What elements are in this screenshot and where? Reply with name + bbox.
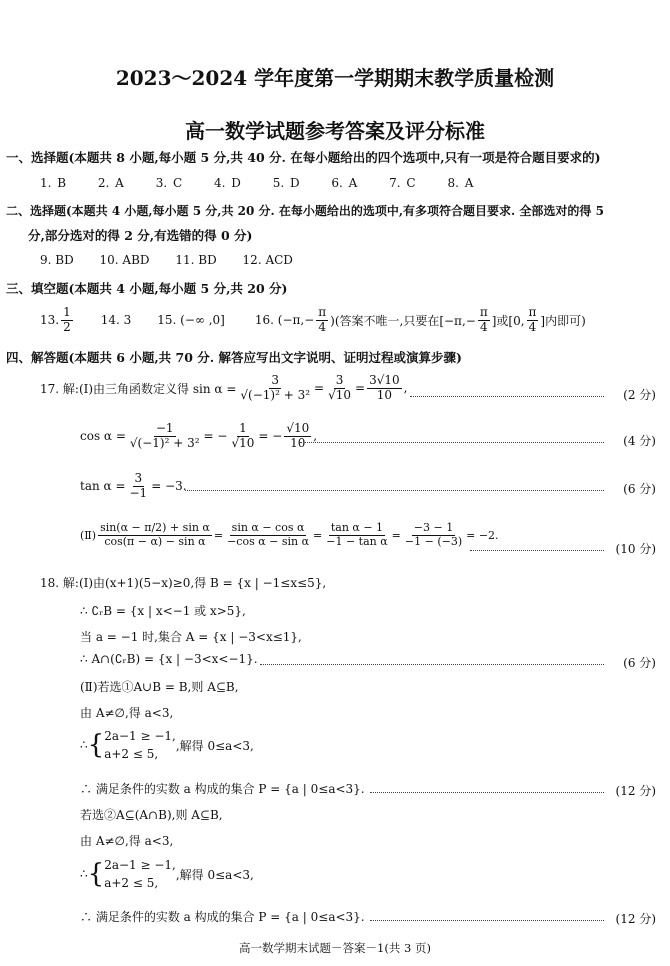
num: −3 − 1	[413, 521, 454, 534]
num: 3	[335, 373, 344, 387]
q18-line-9: 若选②A⊆(A∩B),则 A⊆B,	[80, 808, 223, 822]
ineq-1: 2a−1 ≥ −1,	[104, 858, 176, 872]
q16-frac-3	[527, 306, 539, 335]
q17-line-2	[80, 422, 317, 451]
q16-post: ]内即可)	[540, 313, 586, 328]
leader-dots	[470, 550, 604, 551]
den: 10	[376, 387, 392, 402]
section-2-heading-cont: 分,部分选对的得 2 分,有选错的得 0 分)	[28, 228, 253, 243]
answer-7: 7. C	[389, 176, 416, 190]
answer-5: 5. D	[272, 176, 300, 190]
q13-num: 1	[63, 305, 71, 319]
num: tan α − 1	[330, 521, 384, 534]
page-title: 2023～2024 学年度第一学期期末教学质量检测	[115, 66, 555, 90]
frac	[229, 422, 256, 451]
leader-dots	[410, 396, 604, 397]
system-stack	[104, 727, 176, 763]
brace-icon: {	[87, 730, 105, 760]
answer-2: 2. A	[97, 176, 124, 190]
den: 10	[290, 435, 306, 450]
eq: =	[314, 381, 325, 396]
q18-line-3: 当 a = −1 时,集合 A = {x | −3<x≤1},	[80, 630, 302, 644]
q17-line-4	[80, 522, 499, 548]
end: = −3.	[151, 479, 187, 494]
answer-3: 3. C	[155, 176, 183, 190]
q16-pre: 16. (−π,−	[254, 313, 315, 328]
q17-score-1: (2 分)	[623, 388, 656, 402]
q17-l1-frac-2	[326, 374, 353, 403]
q17-l1-frac-3	[367, 374, 402, 403]
eq: =	[213, 528, 224, 542]
pi-num: π	[528, 305, 537, 319]
q14-answer: 14. 3	[100, 313, 132, 328]
q18-line-8: ∴ 满足条件的实数 a 构成的集合 P = {a | 0≤a<3}.	[80, 782, 365, 796]
q16-frac-1	[316, 306, 328, 335]
s3-answers	[40, 306, 586, 335]
num: −1	[155, 421, 174, 435]
frac	[284, 422, 311, 451]
frac	[324, 522, 389, 548]
frac	[128, 472, 150, 501]
answer-9: 9. BD	[40, 253, 74, 267]
num: 3√10	[369, 373, 400, 387]
q17-score-3: (6 分)	[623, 482, 656, 496]
eq: =	[313, 528, 323, 542]
q18-line-1: 18. 解:(Ⅰ)由(x+1)(5−x)≥0,得 B = {x | −1≤x≤5},	[40, 576, 327, 590]
q17-line-3	[80, 472, 187, 501]
pi-num: π	[318, 305, 327, 319]
q18-line-6: 由 A≠∅,得 a<3,	[80, 706, 174, 720]
den: cos(π − α) − sin α	[104, 534, 206, 548]
leader-dots	[370, 920, 604, 921]
brace-icon: {	[87, 859, 105, 889]
den: −1 − (−3)	[404, 534, 463, 548]
ineq-2: a+2 ≤ 5,	[104, 876, 159, 890]
frac	[403, 522, 464, 548]
solution: ,解得 0≤a<3,	[175, 738, 254, 753]
section-3-heading: 三、填空题(本题共 4 小题,每小题 5 分,共 20 分)	[6, 281, 288, 296]
section-4-heading: 四、解答题(本题共 6 小题,共 70 分. 解答应写出文字说明、证明过程或演算步骤)	[6, 350, 462, 365]
therefore: ∴	[80, 738, 88, 752]
q18-line-2: ∴ ∁ᵣB = {x | x<−1 或 x>5},	[80, 604, 246, 618]
four-den: 4	[528, 319, 537, 334]
end: ,	[313, 429, 318, 444]
q15-answer: 15. (−∞ ,0]	[157, 313, 225, 328]
pre: cos α =	[80, 429, 126, 444]
q18-system-2	[80, 856, 254, 892]
q18-system-1	[80, 727, 254, 763]
q16-mid: )(答案不唯一,只要在[−π,−	[330, 313, 476, 328]
leader-dots	[260, 664, 604, 665]
num: √10	[286, 421, 310, 435]
q13-label: 13.	[40, 313, 60, 328]
leader-dots	[185, 490, 604, 491]
num: 1	[239, 421, 247, 435]
q17-l1-frac-1	[238, 374, 312, 403]
section-2-heading: 二、选择题(本题共 4 小题,每小题 5 分,共 20 分. 在每小题给出的选项中,有多项符合题目要求. 全部选对的得 5	[6, 204, 604, 218]
solution: ,解得 0≤a<3,	[175, 867, 254, 882]
q18-line-12: ∴ 满足条件的实数 a 构成的集合 P = {a | 0≤a<3}.	[80, 910, 365, 924]
q18-score-1: (6 分)	[623, 656, 656, 670]
answer-6: 6. A	[331, 176, 358, 190]
q13-fraction	[61, 306, 73, 335]
leader-dots	[370, 792, 604, 793]
num: sin(α − π/2) + sin α	[100, 521, 210, 534]
den: √(−1)² + 3²	[240, 387, 311, 402]
q17-l1-pre: 17. 解:(Ⅰ)由三角函数定义得 sin α =	[40, 381, 237, 396]
answer-8: 8. A	[447, 176, 474, 190]
eq: = −	[203, 429, 228, 444]
q17-score-4: (10 分)	[615, 542, 656, 556]
pre: tan α =	[80, 479, 126, 494]
answer-12: 12. ACD	[242, 253, 293, 267]
den: −1 − tan α	[326, 534, 388, 548]
frac	[98, 522, 212, 548]
frac	[128, 422, 202, 451]
den: √10	[328, 387, 351, 402]
answer-10: 10. ABD	[99, 253, 150, 267]
den: −cos α − sin α	[227, 534, 310, 548]
q18-line-4: ∴ A∩(∁ᵣB) = {x | −3<x<−1}.	[80, 652, 258, 666]
page-footer: 高一数学期末试题－答案－1(共 3 页)	[239, 941, 431, 955]
q13-den: 2	[63, 319, 71, 334]
q16-mid2: ]或[0,	[491, 313, 525, 328]
num: 3	[134, 471, 143, 485]
four-den: 4	[479, 319, 488, 334]
pre: (Ⅱ)	[80, 528, 97, 542]
page-subtitle: 高一数学试题参考答案及评分标准	[185, 119, 485, 143]
q18-line-5: (Ⅱ)若选①A∪B = B,则 A⊆B,	[80, 680, 239, 694]
num: 3	[271, 373, 280, 387]
q18-score-3: (12 分)	[615, 912, 656, 926]
frac	[225, 522, 311, 548]
end: = −2.	[466, 528, 499, 542]
den: −1	[129, 485, 148, 500]
eq: =	[391, 528, 401, 542]
den: √10	[231, 435, 255, 450]
answer-11: 11. BD	[175, 253, 217, 267]
end: ,	[403, 381, 408, 396]
pi-num: π	[479, 305, 488, 319]
section-1-heading: 一、选择题(本题共 8 小题,每小题 5 分,共 40 分. 在每小题给出的四个选项中,只有一项是符合题目要求的)	[6, 150, 601, 165]
eq: = −	[258, 429, 283, 444]
q17-line-1	[40, 374, 407, 403]
num: sin α − cos α	[231, 521, 305, 534]
den: √(−1)² + 3²	[129, 435, 200, 450]
four-den: 4	[318, 319, 327, 334]
s2-answers	[40, 253, 293, 267]
system-stack	[104, 856, 176, 892]
leader-dots	[300, 442, 604, 443]
ineq-2: a+2 ≤ 5,	[104, 747, 159, 761]
q16-frac-2	[478, 306, 490, 335]
s1-answers	[40, 176, 473, 190]
q18-score-2: (12 分)	[615, 784, 656, 798]
answer-4: 4. D	[213, 176, 241, 190]
eq: =	[355, 381, 366, 396]
answer-1: 1. B	[40, 176, 67, 190]
therefore: ∴	[80, 867, 88, 881]
q17-score-2: (4 分)	[623, 434, 656, 448]
q18-line-10: 由 A≠∅,得 a<3,	[80, 834, 174, 848]
ineq-1: 2a−1 ≥ −1,	[104, 729, 176, 743]
